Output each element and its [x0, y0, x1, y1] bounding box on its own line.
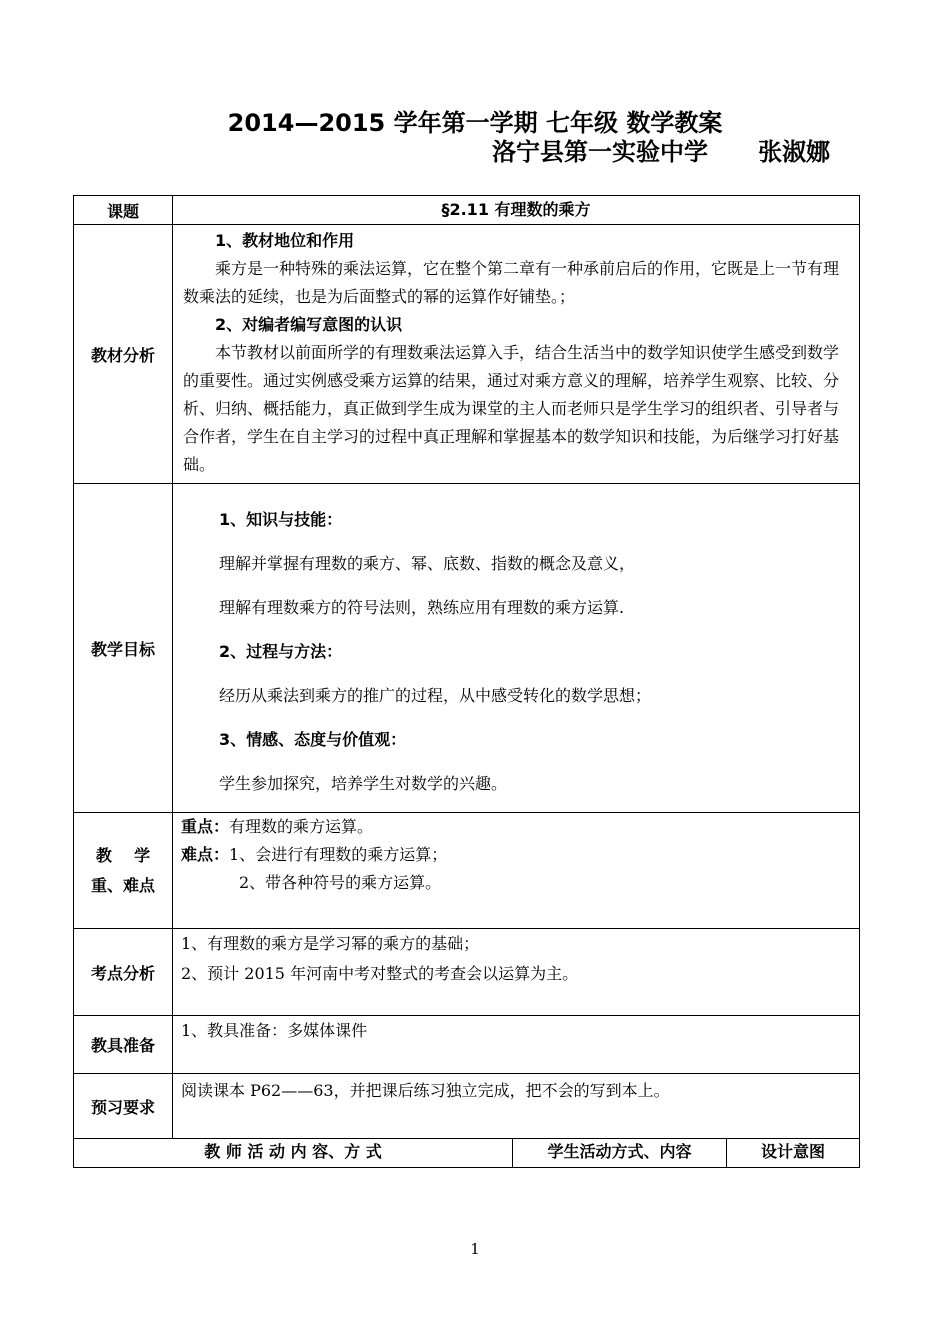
exam-row	[74, 929, 860, 1016]
tools-content	[173, 1016, 860, 1074]
difficulty-label: 难点：	[181, 845, 230, 864]
preview-line-1: 阅读课本 P62——63，并把课后练习独立完成，把不会的写到本上。	[181, 1081, 670, 1100]
topic-label: 课题	[74, 196, 173, 225]
goal-2-line-1: 经历从乘法到乘方的推广的过程，从中感受转化的数学思想；	[219, 686, 652, 705]
goal-1-line-1: 理解并掌握有理数的乘方、幂、底数、指数的概念及意义，	[219, 554, 636, 573]
goals-label: 教学目标	[74, 484, 173, 813]
analysis-label: 教材分析	[74, 225, 173, 484]
preview-content	[173, 1074, 860, 1139]
tools-label: 教具准备	[74, 1016, 173, 1074]
analysis-row	[74, 225, 860, 484]
activity-header-row	[74, 1139, 860, 1168]
key-points-label-line-2: 重、难点	[90, 875, 155, 895]
topic-row	[74, 196, 860, 225]
teacher-activity-header: 教 师 活 动 内 容、方 式	[74, 1139, 513, 1168]
tools-line-1: 1、教具准备：多媒体课件	[181, 1021, 368, 1040]
student-activity-header: 学生活动方式、内容	[513, 1139, 727, 1168]
difficulty-item-2: 2、带各种符号的乘方运算。	[239, 873, 442, 892]
exam-content	[173, 929, 860, 1016]
key-points-content	[173, 813, 860, 929]
key-points-label-line-1: 教 学	[95, 845, 151, 865]
goal-3-title: 3、情感、态度与价值观：	[219, 730, 407, 749]
goal-3-line-1: 学生参加探究，培养学生对数学的兴趣。	[219, 774, 508, 793]
exam-label: 考点分析	[74, 929, 173, 1016]
key-points-label	[74, 813, 173, 929]
key-points-row	[74, 813, 860, 929]
lesson-plan-table	[73, 195, 860, 1168]
goal-1-line-2: 理解有理数乘方的符号法则，熟练应用有理数的乘方运算.	[219, 598, 625, 617]
analysis-heading-2: 2、对编者编写意图的认识	[215, 315, 403, 334]
school-author-line: 洛宁县第一实验中学 张淑娜	[492, 138, 831, 166]
page-number: 1	[470, 1240, 480, 1258]
preview-row	[74, 1074, 860, 1139]
preview-label: 预习要求	[74, 1074, 173, 1139]
goals-content	[173, 484, 860, 813]
key-point-label: 重点：	[181, 817, 230, 836]
key-point-text: 有理数的乘方运算。	[229, 817, 374, 836]
difficulty-item-1: 1、会进行有理数的乘方运算；	[229, 845, 448, 864]
goals-row	[74, 484, 860, 813]
analysis-paragraph-1: 乘方是一种特殊的乘法运算，它在整个第二章有一种承前启后的作用，它既是上一节有理数乘法的延续，也是为后面整式的幂的运算作好铺垫。；	[183, 259, 840, 306]
goal-2-title: 2、过程与方法：	[219, 642, 343, 661]
tools-row	[74, 1016, 860, 1074]
analysis-content	[173, 225, 860, 484]
analysis-paragraph-2: 本节教材以前面所学的有理数乘法运算入手，结合生活当中的数学知识使学生感受到数学的重要性。通过实例感受乘方运算的结果，通过对乘方意义的理解，培养学生观察、比较、分析、归纳、概括能力，真正做到学生成为课堂的主人而老师只是学生学习的组织者、引导者与合作者，学生在自主学习的过程中真正理解和掌握基本的数学知识和技能，为后继学习打好基础。	[183, 343, 840, 474]
exam-line-2: 2、预计 2015 年河南中考对整式的考查会以运算为主。	[181, 964, 579, 983]
analysis-heading-1: 1、教材地位和作用	[215, 231, 355, 250]
exam-line-1: 1、有理数的乘方是学习幂的乘方的基础；	[181, 934, 480, 953]
design-intent-header: 设计意图	[727, 1139, 860, 1168]
topic-value: §2.11 有理数的乘方	[173, 196, 860, 225]
document-title: 2014—2015 学年第一学期 七年级 数学教案	[227, 109, 723, 137]
goal-1-title: 1、知识与技能：	[219, 510, 343, 529]
